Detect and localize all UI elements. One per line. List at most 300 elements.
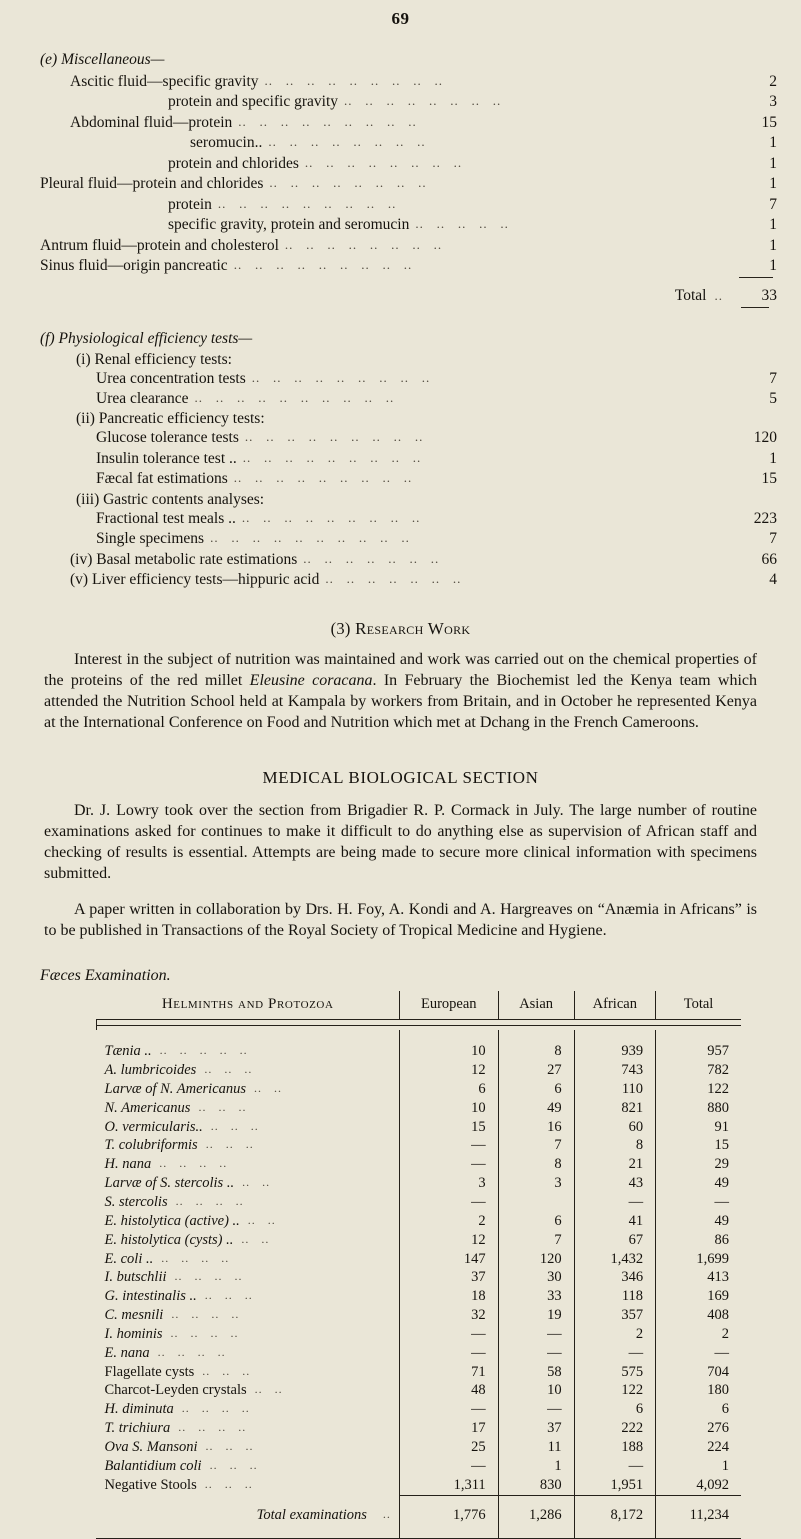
list-item: [40, 256, 777, 276]
item-value: 7: [769, 195, 777, 213]
table-spacer-row: [97, 1030, 742, 1042]
cell-african: 2: [574, 1325, 656, 1344]
row-label-cell: [97, 1136, 400, 1155]
cell-african: 188: [574, 1438, 656, 1457]
list-item: [96, 509, 777, 529]
column-header-african: African: [574, 991, 656, 1020]
leader-dots: .. .. ..: [198, 1099, 247, 1114]
leader-dots: .. .. .. .. .. .. .. .. ..: [241, 509, 421, 525]
list-item: [70, 72, 777, 92]
row-label: H. nana: [104, 1156, 152, 1173]
total-value: 33: [761, 286, 777, 304]
row-label-cell: [97, 1306, 400, 1325]
cell-asian: 11: [498, 1438, 574, 1457]
research-heading-number: (3): [330, 618, 356, 638]
row-label: C. mesnili: [104, 1307, 164, 1324]
totals-label: Total examinations: [256, 1506, 367, 1523]
cell-asian: 33: [498, 1287, 574, 1306]
leader-dots: .. .. ..: [204, 1062, 253, 1077]
cell-european: 147: [399, 1250, 498, 1269]
row-label-cell: [97, 1155, 400, 1174]
item-value: 120: [753, 429, 777, 447]
cell-european: —: [399, 1136, 498, 1155]
cell-total: —: [656, 1344, 741, 1363]
medical-biological-heading: MEDICAL BIOLOGICAL SECTION: [262, 767, 539, 787]
item-label: Single specimens: [96, 530, 205, 548]
column-header-european: European: [399, 991, 498, 1020]
list-item: [96, 428, 777, 448]
leader-dots: .. .. .. ..: [175, 1194, 244, 1209]
cell-european: 15: [399, 1118, 498, 1137]
faeces-table-wrapper: [96, 991, 741, 1539]
row-label: E. coli ..: [104, 1250, 154, 1267]
cell-asian: 7: [498, 1231, 574, 1250]
list-item: [168, 215, 777, 235]
totals-european: 1,776: [399, 1506, 498, 1525]
page-number: 69: [391, 9, 410, 28]
item-label: Ascitic fluid—specific gravity: [70, 73, 259, 90]
table-row: [97, 1136, 742, 1155]
cell-total: 224: [656, 1438, 741, 1457]
table-row: [97, 1212, 742, 1231]
medical-biological-paragraph-2: A paper written in collaboration by Drs. H. Foy, A. Kondi and A. Hargreaves on “Anæmia in Africans” is to be published in Transactions of the Royal Society of Tropical Medicine and Hygiene.: [44, 900, 757, 939]
item-label: Fractional test meals ..: [96, 509, 236, 527]
table-row: [97, 1476, 742, 1495]
misc-total-row: [40, 287, 777, 305]
table-summary-rule: [97, 1495, 742, 1506]
cell-african: 6: [574, 1400, 656, 1419]
row-label-cell: [97, 1400, 400, 1419]
totals-total: 11,234: [656, 1506, 741, 1525]
leader-dots: .. .. .. .. .. .. .. ..: [304, 154, 463, 170]
item-label: protein and specific gravity: [168, 93, 339, 111]
list-item: [70, 550, 777, 570]
leader-dots: .. .. .. .. .. .. .. .. ..: [238, 113, 417, 129]
table-row: [97, 1099, 742, 1118]
cell-asian: 16: [498, 1118, 574, 1137]
leader-dots: .. .. .. ..: [157, 1344, 226, 1359]
item-value: 1: [769, 154, 777, 172]
cell-african: —: [574, 1457, 656, 1476]
cell-european: 12: [399, 1231, 498, 1250]
table-row: [97, 1231, 742, 1250]
row-label: E. histolytica (active) ..: [104, 1212, 240, 1229]
column-header-total: Total: [656, 991, 741, 1020]
list-item: [40, 236, 777, 256]
cell-european: 10: [399, 1099, 498, 1118]
cell-total: 880: [656, 1099, 741, 1118]
table-row: [97, 1155, 742, 1174]
cell-european: —: [399, 1400, 498, 1419]
row-label-cell: [97, 1231, 400, 1250]
cell-african: 118: [574, 1287, 656, 1306]
leader-dots: .. .. .. .. .. .. .. .. .. ..: [194, 389, 395, 405]
table-row: [97, 1042, 742, 1061]
cell-total: 29: [656, 1155, 741, 1174]
row-label: N. Americanus: [104, 1099, 191, 1116]
species-name-eleusine: Eleusine coracana: [249, 671, 373, 689]
cell-asian: —: [498, 1344, 574, 1363]
cell-european: 12: [399, 1061, 498, 1080]
item-label: Sinus fluid—origin pancreatic: [40, 257, 228, 275]
table-row: [97, 1419, 742, 1438]
cell-african: 357: [574, 1306, 656, 1325]
cell-asian: 120: [498, 1250, 574, 1269]
cell-total: 2: [656, 1325, 741, 1344]
row-label: Ova S. Mansoni: [104, 1438, 198, 1455]
cell-total: 49: [656, 1174, 741, 1193]
row-label: H. diminuta: [104, 1401, 174, 1418]
leader-dots: .. .. ..: [209, 1457, 258, 1472]
item-label: Glucose tolerance tests: [96, 429, 239, 447]
item-label: (v) Liver efficiency tests—hippuric acid: [70, 571, 320, 589]
cell-african: 60: [574, 1118, 656, 1137]
cell-asian: 10: [498, 1381, 574, 1400]
table-row: [97, 1250, 742, 1269]
leader-dots: .. .. .. .. .. .. .. .. ..: [233, 470, 413, 486]
leader-dots: .. .. .. .. .. .. .. .. ..: [251, 369, 431, 385]
physiological-heading: (f) Physiological efficiency tests—: [40, 329, 253, 347]
table-row: [97, 1287, 742, 1306]
item-value: 1: [769, 175, 777, 193]
cell-asian: 1: [498, 1457, 574, 1476]
row-label: S. stercolis: [104, 1194, 168, 1211]
cell-total: 1: [656, 1457, 741, 1476]
leader-dots: ..: [714, 287, 723, 303]
cell-european: —: [399, 1155, 498, 1174]
row-label-cell: [97, 1212, 400, 1231]
cell-european: —: [399, 1193, 498, 1212]
item-value: 1: [769, 257, 777, 275]
row-label: Flagellate cysts: [104, 1363, 195, 1380]
research-paragraph-part1: Interest in the subject of nutrition was maintained and work was carried out on the chemical properties of the proteins of the red millet: [44, 650, 757, 689]
cell-european: —: [399, 1325, 498, 1344]
cell-european: 1,311: [399, 1476, 498, 1495]
cell-total: 15: [656, 1136, 741, 1155]
item-value: 7: [769, 369, 777, 387]
item-value: 4: [769, 571, 777, 589]
table-row: [97, 1344, 742, 1363]
row-label: I. hominis: [104, 1325, 163, 1342]
group-title-gastric: (iii) Gastric contents analyses:: [76, 490, 265, 508]
cell-european: 10: [399, 1042, 498, 1061]
table-row: [97, 1061, 742, 1080]
item-label: Antrum fluid—protein and cholesterol: [40, 236, 279, 254]
list-item: [168, 195, 777, 215]
cell-asian: 6: [498, 1212, 574, 1231]
cell-asian: 49: [498, 1099, 574, 1118]
item-value: 15: [761, 113, 777, 131]
leader-dots: .. .. .. .. .. .. .. .. .. ..: [210, 530, 410, 546]
leader-dots: .. .. .. .. .. .. .. .. ..: [244, 429, 424, 445]
row-label: Tænia ..: [104, 1043, 152, 1060]
cell-total: 169: [656, 1287, 741, 1306]
cell-total: 4,092: [656, 1476, 741, 1495]
row-label-cell: [97, 1381, 400, 1400]
group-title-renal: (i) Renal efficiency tests:: [76, 350, 232, 368]
row-label-cell: [97, 1080, 400, 1099]
item-value: 2: [769, 73, 777, 90]
leader-dots: ..: [382, 1506, 391, 1521]
cell-total: 413: [656, 1268, 741, 1287]
list-item: [96, 469, 777, 489]
row-label: T. trichiura: [104, 1420, 171, 1437]
cell-african: 575: [574, 1363, 656, 1382]
leader-dots: .. .. .. .. .. .. .. ..: [269, 175, 427, 191]
leader-dots: .. .. .. .. .. .. .. .. ..: [264, 73, 444, 88]
row-label-cell: [97, 1061, 400, 1080]
leader-dots: .. .. ..: [202, 1363, 251, 1378]
row-label-cell: [97, 1476, 400, 1495]
row-label: Larvæ of S. stercolis ..: [104, 1175, 235, 1192]
row-label-cell: [97, 1438, 400, 1457]
cell-total: 408: [656, 1306, 741, 1325]
table-row: [97, 1268, 742, 1287]
table-totals-row: [97, 1506, 742, 1525]
faeces-examination-table: [96, 991, 741, 1538]
leader-dots: .. .. .. ..: [174, 1269, 243, 1284]
row-label: T. colubriformis: [104, 1137, 198, 1154]
cell-european: 25: [399, 1438, 498, 1457]
cell-european: 17: [399, 1419, 498, 1438]
row-label-cell: [97, 1268, 400, 1287]
item-value: 15: [761, 470, 777, 488]
leader-dots: .. .. .. .. .. .. .. .. ..: [233, 257, 413, 273]
row-label-cell: [97, 1193, 400, 1212]
row-label: E. histolytica (cysts) ..: [104, 1231, 234, 1248]
item-value: 1: [769, 134, 777, 152]
cell-total: —: [656, 1193, 741, 1212]
totals-asian: 1,286: [498, 1506, 574, 1525]
medical-biological-paragraph-1: Dr. J. Lowry took over the section from Brigadier R. P. Cormack in July. The large number of routine examinations asked for continues to make it difficult to do anything else as supervision of African staff and checking of results is essential. Attempts are being made to secure more clinical information with specimens submitted.: [44, 801, 757, 883]
totals-african: 8,172: [574, 1506, 656, 1525]
cell-total: 122: [656, 1080, 741, 1099]
cell-african: 939: [574, 1042, 656, 1061]
cell-african: 122: [574, 1381, 656, 1400]
table-row: [97, 1438, 742, 1457]
table-row: [97, 1363, 742, 1382]
table-row: [97, 1193, 742, 1212]
item-label: seromucin..: [190, 134, 263, 152]
cell-asian: 27: [498, 1061, 574, 1080]
item-label: protein: [168, 195, 212, 213]
list-item: [96, 529, 777, 549]
cell-african: 1,432: [574, 1250, 656, 1269]
table-row: [97, 1457, 742, 1476]
item-label: Urea concentration tests: [96, 369, 246, 387]
cell-total: 704: [656, 1363, 741, 1382]
row-label: Negative Stools: [104, 1476, 197, 1493]
cell-european: —: [399, 1344, 498, 1363]
list-item: [40, 174, 777, 194]
cell-african: 8: [574, 1136, 656, 1155]
leader-dots: .. .. .. .. ..: [159, 1043, 248, 1058]
list-item: [70, 570, 777, 590]
table-row: [97, 1118, 742, 1137]
cell-african: 222: [574, 1419, 656, 1438]
table-row: [97, 1174, 742, 1193]
leader-dots: .. .. .. ..: [178, 1420, 247, 1435]
leader-dots: .. .. ..: [204, 1476, 253, 1491]
faeces-caption: Fæces Examination.: [40, 967, 171, 985]
leader-dots: .. .. .. .. ..: [415, 216, 509, 232]
leader-dots: .. .. .. .. .. .. .. ..: [344, 93, 502, 109]
total-label: Total: [674, 286, 707, 304]
cell-total: 957: [656, 1042, 741, 1061]
list-item: [96, 369, 777, 389]
cell-total: 49: [656, 1212, 741, 1231]
table-row: [97, 1306, 742, 1325]
leader-dots: .. .. .. .. .. .. .. .. ..: [217, 195, 397, 211]
row-label: I. butschlii: [104, 1269, 167, 1286]
list-item: [96, 449, 777, 469]
leader-dots: .. .. .. ..: [170, 1325, 239, 1340]
row-label: E. nana: [104, 1344, 150, 1361]
total-rule-top: [739, 277, 773, 278]
leader-dots: .. .. ..: [205, 1438, 254, 1453]
leader-dots: .. .. .. .. .. .. .. ..: [284, 236, 443, 252]
leader-dots: .. ..: [242, 1175, 271, 1190]
cell-european: 71: [399, 1363, 498, 1382]
table-row: [97, 1381, 742, 1400]
leader-dots: .. .. .. .. .. .. .. .. ..: [242, 449, 422, 465]
item-label: Abdominal fluid—protein: [70, 113, 233, 131]
cell-asian: 19: [498, 1306, 574, 1325]
cell-asian: 3: [498, 1174, 574, 1193]
list-item: [96, 389, 777, 409]
leader-dots: .. ..: [241, 1231, 270, 1246]
table-head: [97, 991, 742, 1020]
cell-african: 67: [574, 1231, 656, 1250]
cell-total: 86: [656, 1231, 741, 1250]
row-label-cell: [97, 1325, 400, 1344]
row-label-cell: [97, 1118, 400, 1137]
leader-dots: .. ..: [254, 1382, 283, 1397]
leader-dots: .. .. .. ..: [171, 1307, 240, 1322]
research-paragraph: [44, 649, 757, 734]
leader-dots: .. .. ..: [205, 1137, 254, 1152]
miscellaneous-heading: (e) Miscellaneous—: [40, 51, 165, 68]
cell-african: 43: [574, 1174, 656, 1193]
cell-asian: 8: [498, 1042, 574, 1061]
row-label-cell: [97, 1250, 400, 1269]
row-label-cell: [97, 1457, 400, 1476]
row-label: Balantidium coli: [104, 1457, 202, 1474]
row-label-cell: [97, 1344, 400, 1363]
cell-african: —: [574, 1344, 656, 1363]
cell-total: 276: [656, 1419, 741, 1438]
research-paragraph-part2: . In February the Biochemist led the Kenya team which attended the Nutrition School held at Kampala by workers from Britain, and in October he represented Kenya at the International Conference on Food and Nutrition which met at Dchang in the French Cameroons.: [44, 671, 758, 732]
cell-asian: 7: [498, 1136, 574, 1155]
item-label: Fæcal fat estimations: [96, 470, 228, 488]
list-item: [168, 92, 777, 112]
cell-total: 180: [656, 1381, 741, 1400]
cell-african: 743: [574, 1061, 656, 1080]
item-value: 1: [769, 449, 777, 467]
cell-african: 1,951: [574, 1476, 656, 1495]
physiological-section: [40, 330, 777, 591]
item-label: specific gravity, protein and seromucin: [168, 216, 410, 234]
cell-african: 346: [574, 1268, 656, 1287]
table-row: [97, 1400, 742, 1419]
row-label: G. intestinalis ..: [104, 1288, 197, 1305]
group-title-pancreatic: (ii) Pancreatic efficiency tests:: [76, 410, 265, 428]
cell-african: 21: [574, 1155, 656, 1174]
cell-european: 6: [399, 1080, 498, 1099]
cell-total: 91: [656, 1118, 741, 1137]
cell-african: 110: [574, 1080, 656, 1099]
row-label-cell: [97, 1174, 400, 1193]
cell-european: 3: [399, 1174, 498, 1193]
cell-asian: 8: [498, 1155, 574, 1174]
column-header-asian: Asian: [498, 991, 574, 1020]
cell-african: 821: [574, 1099, 656, 1118]
cell-total: 6: [656, 1400, 741, 1419]
table-tail-gap: [97, 1524, 742, 1538]
leader-dots: .. .. .. .. .. .. .. ..: [268, 134, 426, 150]
row-label-cell: [97, 1419, 400, 1438]
item-value: 223: [753, 509, 777, 527]
research-heading-text: Research Work: [355, 618, 471, 638]
column-header-helminths: Helminths and Protozoa: [161, 996, 334, 1013]
cell-european: —: [399, 1457, 498, 1476]
item-value: 7: [769, 530, 777, 548]
miscellaneous-section: [40, 51, 777, 308]
cell-european: 18: [399, 1287, 498, 1306]
row-label-cell: [97, 1363, 400, 1382]
row-label: O. vermicularis..: [104, 1118, 203, 1135]
table-header-row: [97, 991, 742, 1020]
cell-european: 2: [399, 1212, 498, 1231]
cell-total: 1,699: [656, 1250, 741, 1269]
row-label: Charcot-Leyden crystals: [104, 1382, 247, 1399]
leader-dots: .. ..: [254, 1080, 283, 1095]
cell-asian: —: [498, 1325, 574, 1344]
item-value: 3: [769, 93, 777, 111]
cell-african: 41: [574, 1212, 656, 1231]
item-label: Insulin tolerance test ..: [96, 449, 237, 467]
leader-dots: .. .. ..: [204, 1288, 253, 1303]
cell-asian: 30: [498, 1268, 574, 1287]
cell-asian: 830: [498, 1476, 574, 1495]
leader-dots: .. .. ..: [210, 1118, 259, 1133]
item-label: Pleural fluid—protein and chlorides: [40, 175, 264, 193]
leader-dots: .. .. .. ..: [159, 1156, 228, 1171]
row-label-cell: [97, 1099, 400, 1118]
leader-dots: .. .. .. .. .. .. ..: [303, 550, 440, 566]
item-label: (iv) Basal metabolic rate estimations: [70, 550, 298, 568]
item-label: protein and chlorides: [168, 154, 299, 172]
cell-european: 37: [399, 1268, 498, 1287]
cell-european: 32: [399, 1306, 498, 1325]
table-body: [97, 1026, 742, 1539]
cell-asian: [498, 1193, 574, 1212]
table-row: [97, 1080, 742, 1099]
leader-dots: .. .. .. .. .. .. ..: [325, 571, 462, 587]
cell-asian: 6: [498, 1080, 574, 1099]
totals-label-cell: [97, 1506, 400, 1525]
item-value: 5: [769, 389, 777, 407]
leader-dots: .. .. .. ..: [181, 1401, 250, 1416]
list-item: [70, 113, 777, 133]
row-label-cell: [97, 1287, 400, 1306]
cell-total: 782: [656, 1061, 741, 1080]
cell-asian: 37: [498, 1419, 574, 1438]
table-row: [97, 1325, 742, 1344]
total-rule-bottom: [741, 307, 769, 308]
row-label: A. lumbricoides: [104, 1062, 197, 1079]
list-item: [190, 133, 777, 153]
